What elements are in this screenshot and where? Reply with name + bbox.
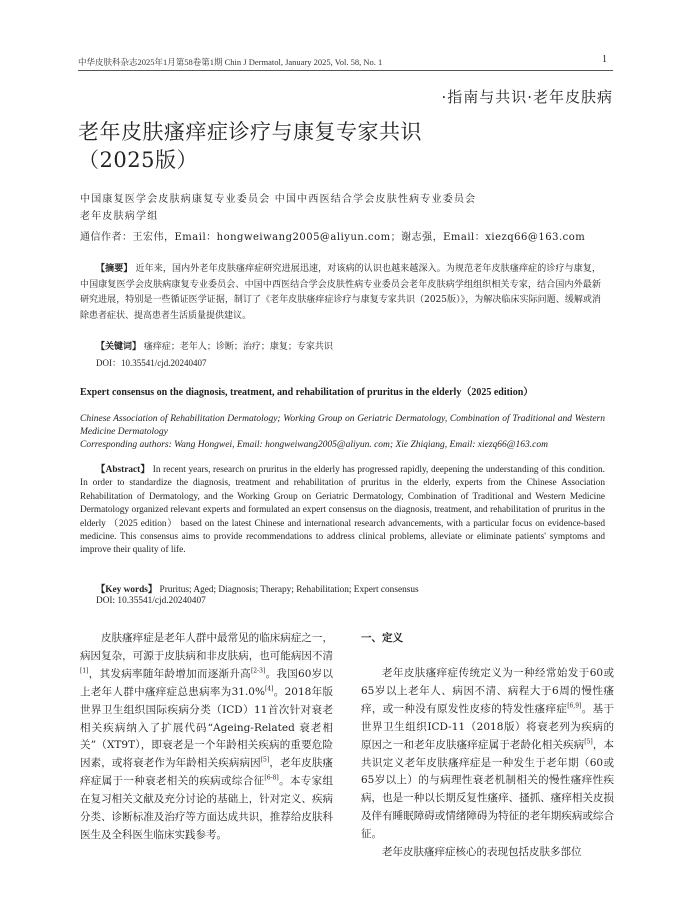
section-label: ·指南与共识·老年皮肤病 [441, 88, 613, 106]
english-abstract-label: 【Abstract】 [96, 465, 151, 475]
keywords-cn-label: 【关键词】 [96, 342, 142, 352]
english-abstract-text: In recent years, research on pruritus in the elderly has progressed rapidly, deepening the understanding of this condition. In order to standardize the diagnosis, treatment and rehabilitation of pruritus in the elderly, experts from the Chinese Association Rehabilitation of Dermatology, and the Working Group on Geriatric Dermatology, Combination of Traditional and Western Medicine Dermatology organized relevant experts and formulated an expert consensus on the diagnosis, treatment, and rehabilitation of pruritus in the elderly （2025 edition） based on the latest Chinese and international research advancements, with a particular focus on evidence-based medicine. This consensus aims to provide recommendations to address clinical problems, alleviate or eliminate patients' symptoms and improve their quality of life. [80, 465, 605, 556]
citation: [6,9] [567, 702, 582, 710]
body-text: 。我国60岁以上老年人群中瘙痒症总患病率为31.0% [80, 667, 333, 698]
english-corresponding: Corresponding authors: Wang Hongwei, Email: hongweiwang2005@aliyun. com; Xie Zhiqiang, Email: xiezq66@163.com [80, 440, 548, 450]
abstract-cn [80, 262, 601, 324]
header-rule [78, 70, 613, 71]
english-keywords-label: 【Key words】 [96, 585, 158, 595]
body-text: 。2018年版世界卫生组织国际疾病分类（ICD）11首次针对衰老相关疾病纳入了扩展代码“Ageing-Related 衰老相关”（XT9T），即衰老是一个年龄相关疾病的重要危险因素，或将衰老作为年龄相关疾病病因 [80, 685, 333, 770]
body-text: 皮肤瘙痒症是老年人群中最常见的临床病症之一，病因复杂，可源于皮肤病和非皮肤病，也可能病因不清 [80, 632, 333, 662]
page-number: 1 [602, 54, 607, 65]
body-text: ，老年皮肤瘙痒症属于一种衰老相关的疾病或综合征 [80, 757, 334, 788]
citation: [1] [80, 667, 89, 675]
body-right-column [361, 665, 614, 862]
affiliation-line-1: 中国康复医学会皮肤病康复专业委员会 中国中西医结合学会皮肤性病专业委员会 [80, 194, 477, 205]
affiliation-line-2: 老年皮肤病学组 [80, 211, 159, 222]
body-text: 老年皮肤瘙痒症传统定义为一种经常始发于60或65岁以上老年人、病因不清、病程大于6周的慢性瘙痒，或一种没有原发性皮疹的特发性瘙痒症 [361, 667, 614, 715]
citation: [6-8] [264, 774, 279, 782]
citation: [2-3] [250, 667, 266, 675]
english-title: Expert consensus on the diagnosis, treatment, and rehabilitation of pruritus in the elderly（2025 edition） [80, 387, 534, 398]
english-keywords [96, 581, 419, 595]
corresponding-authors: 通信作者：王宏伟，Email：hongweiwang2005@aliyun.com；谢志强，Email：xiezq66@163.com [80, 232, 586, 243]
author-affiliations [80, 191, 520, 225]
body-text: ，本共识定义老年皮肤瘙痒症是一种发生于老年期（60或65岁以上）的与病理性衰老机制相关的慢性瘙痒性疾病，也是一种以长期反复性瘙痒、搔抓、瘙痒相关皮损及伴有睡眠障碍或情绪障碍为特征的老年期疾病或综合征。 [361, 738, 615, 841]
abstract-cn-label: 【摘要】 [96, 264, 133, 274]
article-title [78, 118, 422, 174]
journal-header: 中华皮肤科杂志2025年1月第58卷第1期 Chin J Dermatol, January 2025, Vol. 58, No. 1 [78, 57, 383, 67]
keywords-cn [96, 339, 333, 352]
citation: [5] [260, 756, 270, 764]
keywords-cn-text: 瘙痒症；老年人；诊断；治疗；康复；专家共识 [143, 342, 333, 352]
english-affiliations: Chinese Association of Rehabilitation Dermatology; Working Group on Geriatric Dermatology, Combination of Traditional and Western Medicine Dermatology [80, 414, 605, 437]
citation: [5] [584, 738, 593, 746]
english-keywords-text: Pruritus; Aged; Diagnosis; Therapy; Rehabilitation; Expert consensus [159, 585, 419, 595]
citation: [4] [264, 685, 274, 693]
title-line-1: 老年皮肤瘙痒症诊疗与康复专家共识 [78, 120, 422, 144]
abstract-cn-text: 近年来，国内外老年皮肤瘙痒症研究进展迅速，对该病的认识也越来越深入。为规范老年皮肤瘙痒症的诊疗与康复，中国康复医学会皮肤病康复专业委员会、中国中西医结合学会皮肤性病专业委员会老年皮肤病学组组织相关专家，结合国内外最新研究进展，特别是一些循证医学证据，制订了《老年皮肤瘙痒症诊疗与康复专家共识（2025版）》，为解决临床实际问题、缓解或消除患者症状、提高患者生活质量提供建议。 [80, 264, 601, 321]
english-doi: DOI: 10.35541/cjd.20240407 [96, 596, 206, 606]
body-text: ，其发病率随年龄增加而逐渐升高 [88, 667, 251, 680]
english-abstract [80, 464, 605, 558]
body-text: 。本专家组在复习相关文献及充分讨论的基础上，针对定义、疾病分类、诊断标准及治疗等方面达成共识，推荐给皮肤科医生及全科医生临床实践参考。 [80, 775, 334, 841]
paragraph: 老年皮肤瘙痒症核心的表现包括皮肤多部位 [382, 846, 582, 859]
body-left-column [80, 630, 333, 845]
body-text: 。基于世界卫生组织ICD-11（2018版）将衰老列为疾病的原因之一和老年皮肤瘙痒症属于老龄化相关疾病 [361, 702, 615, 751]
doi-cn: DOI：10.35541/cjd.20240407 [96, 358, 207, 368]
section-heading-definition: 一、定义 [361, 632, 403, 644]
paragraph [361, 665, 614, 844]
title-line-2: （2025版） [78, 148, 198, 172]
